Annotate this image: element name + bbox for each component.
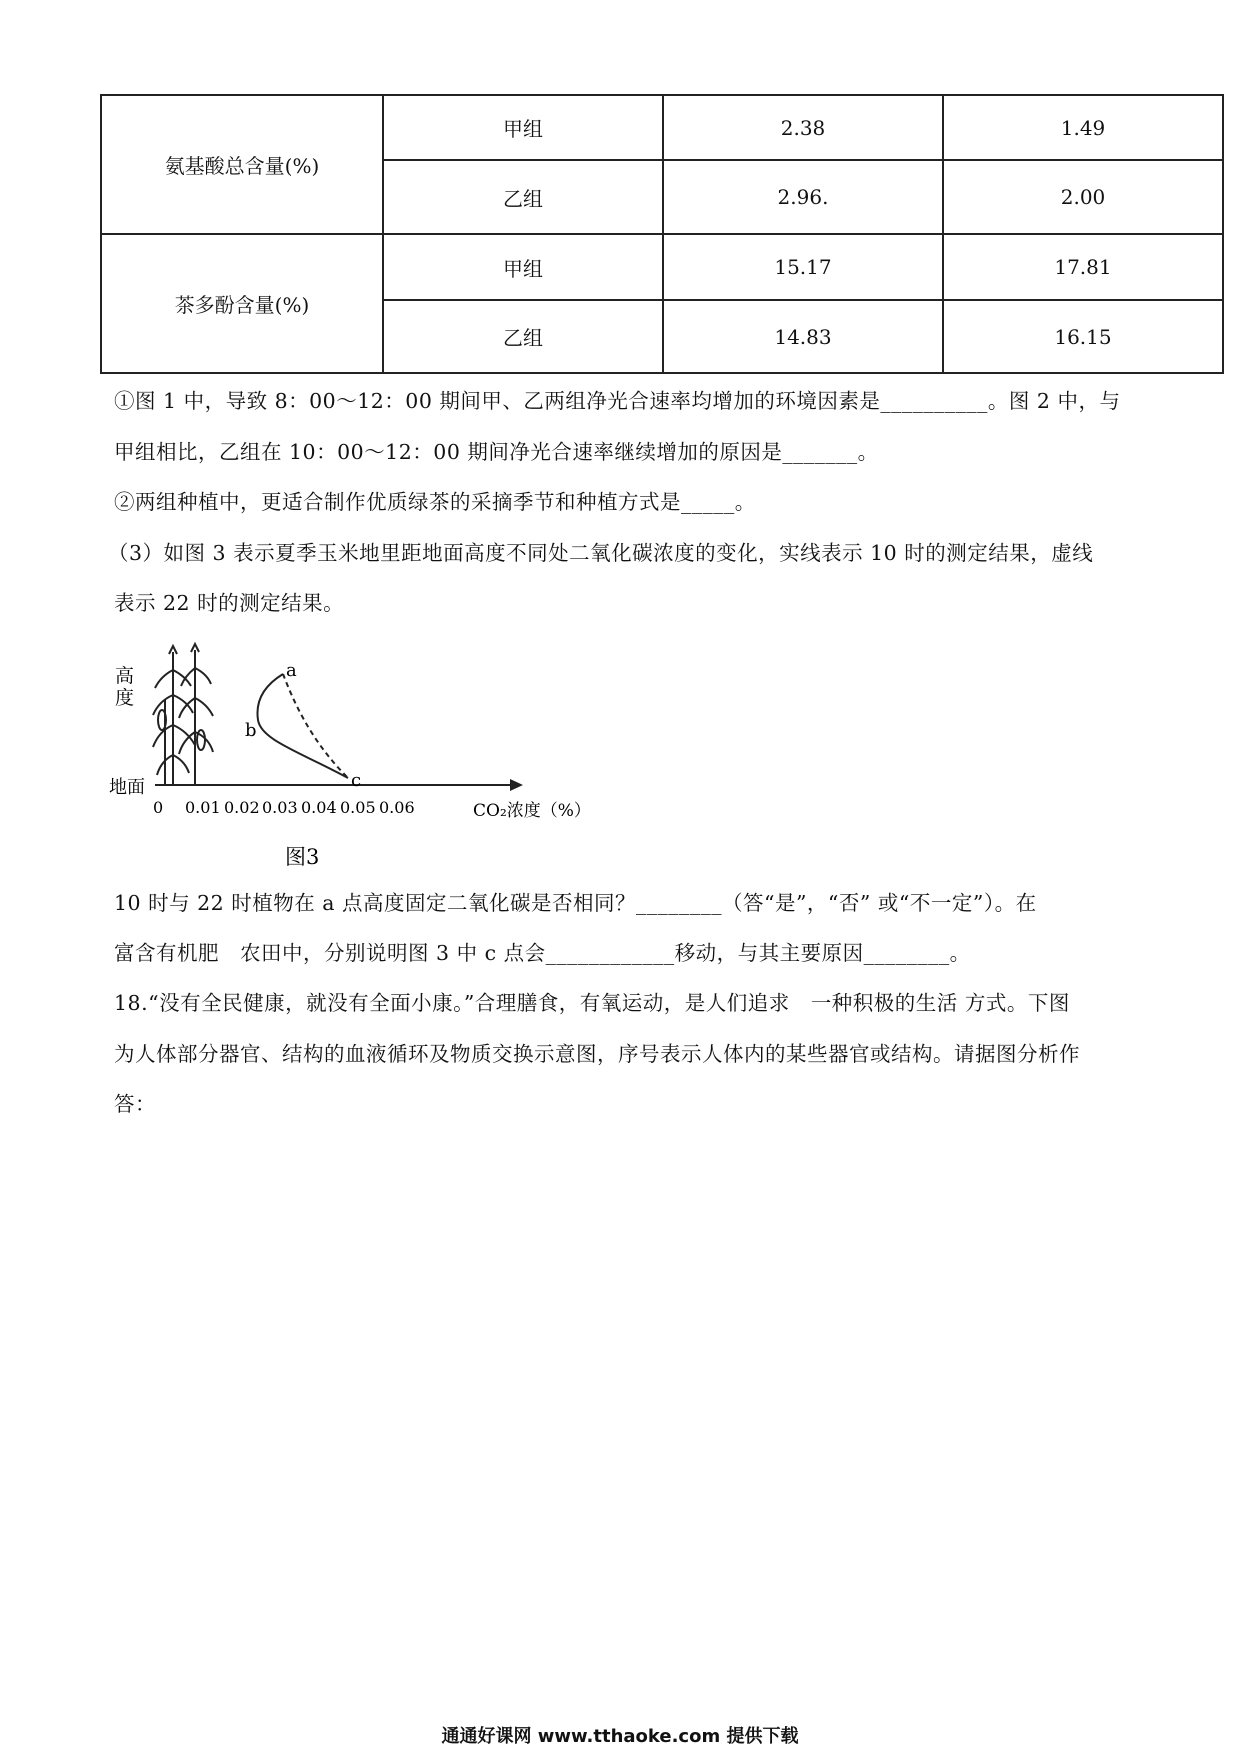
figure-3 [109,640,635,880]
question-2: ②两组种植中，更适合制作优质绿茶的采摘季节和种植方式是_____。 [114,490,756,514]
table-cell: 17.81 [943,234,1223,300]
point-a-label: a [286,660,297,681]
answer-line-1: 10 时与 22 时植物在 a 点高度固定二氧化碳是否相同？________（答“是”，“否” 或“不一定”）。在 [114,891,1037,915]
x-axis-label: CO₂浓度（%） [473,801,591,821]
table-cell: 2.96. [663,160,943,234]
group-name: 甲组 [383,234,663,300]
question-3-line-1: （3）如图 3 表示夏季玉米地里距地面高度不同处二氧化碳浓度的变化，实线表示 10 时的测定结果，虚线 [108,541,1094,565]
question-1-line-2: 甲组相比，乙组在 10：00～12：00 期间净光合速率继续增加的原因是_______。 [114,440,879,464]
table-cell: 2.00 [943,160,1223,234]
group-name: 甲组 [383,95,663,160]
corn-plant-icon [153,644,213,785]
question-18-line-2: 为人体部分器官、结构的血液循环及物质交换示意图，序号表示人体内的某些器官或结构。请据图分析作 [114,1042,1080,1066]
group-name: 乙组 [383,300,663,373]
x-tick: 0.04 [301,798,337,817]
x-tick: 0.06 [379,798,415,817]
y-label-1: 高 [115,665,135,687]
point-c-label: c [351,770,362,791]
row-label: 氨基酸总含量(%) [101,95,383,234]
question-18-line-1: 18.“没有全民健康，就没有全面小康。”合理膳食，有氧运动，是人们追求 一种积极的生活 方式。下图 [114,991,1070,1015]
table-cell: 16.15 [943,300,1223,373]
y-label-2: 度 [115,687,135,709]
table-cell: 1.49 [943,95,1223,160]
footer: 通通好课网 www.tthaoke.com 提供下载 [441,1726,799,1747]
x-tick: 0 [153,798,164,817]
ground-label: 地面 [109,777,145,798]
table-cell: 15.17 [663,234,943,300]
x-tick: 0.01 [185,798,221,817]
axis-arrow-icon [510,779,523,791]
question-3-line-2: 表示 22 时的测定结果。 [114,591,345,615]
point-b-label: b [245,720,257,741]
row-label: 茶多酚含量(%) [101,234,383,373]
x-tick: 0.05 [340,798,376,817]
question-1-line-1: ①图 1 中，导致 8：00～12：00 期间甲、乙两组净光合速率均增加的环境因素是__________。图 2 中，与 [114,389,1121,413]
x-tick: 0.02 [224,798,260,817]
x-tick: 0.03 [262,798,298,817]
table-cell: 2.38 [663,95,943,160]
answer-line-2: 富含有机肥 农田中，分别说明图 3 中 c 点会____________移动，与其主要原因________。 [114,941,971,965]
table-cell: 14.83 [663,300,943,373]
group-name: 乙组 [383,160,663,234]
figure-caption: 图3 [285,845,320,869]
question-18-line-3: 答： [114,1092,156,1116]
x-tick-labels [153,798,415,817]
data-table [100,94,1224,374]
